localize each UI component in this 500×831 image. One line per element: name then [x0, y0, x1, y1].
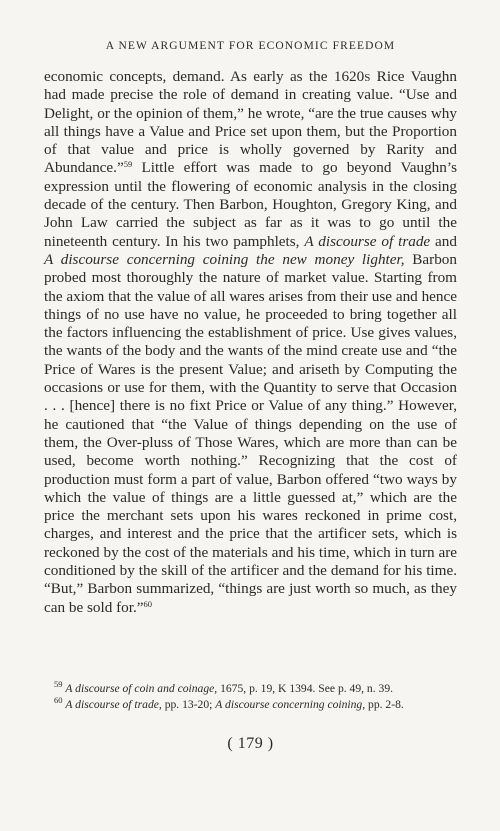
paragraph [44, 68, 457, 617]
text-run: Little effort was made to go beyond Vaughn’s expression until the flowering of economic analysis in the closing decade of the century. Then Barbon, Houghton, Gregory King, and John Law carried the subject as far as it was to go until the nineteenth century. In his two pamphlets, [44, 159, 457, 250]
italic-title: A discourse concerning coining the new money lighter, [44, 250, 405, 268]
italic-title: A discourse of trade [304, 232, 431, 250]
text-run: 1620s [333, 68, 371, 85]
text-run: Rice Vaughn had made precise the role of demand in creating value. “Use and Delight, or the opinion of them,” he wrote, “are the true causes why all things have a Value and Price set upon them, but the Proportion of that value and price is wholly governed by Rarity and Abundance.” [44, 68, 457, 177]
footnote-title: A discourse concerning coining, [215, 698, 366, 711]
text-run: and [430, 232, 457, 250]
footnote-ref[interactable]: 59 [123, 159, 133, 170]
footnote-text: pp. 13-20; [161, 698, 216, 711]
footnotes [44, 681, 457, 713]
footnote-number: 60 [54, 695, 63, 705]
footnote-text: pp. 2-8. [365, 698, 404, 711]
footnote-ref[interactable]: 60 [143, 598, 153, 609]
footnote-text: 1675, p. 19, K 1394. See p. 49, n. 39. [217, 682, 394, 695]
footnote-number: 59 [54, 679, 63, 689]
footnote-title: A discourse of trade, [65, 698, 162, 711]
body-text [44, 68, 457, 617]
text-run: economic concepts, demand. As early as the [44, 68, 334, 85]
running-head: A NEW ARGUMENT FOR ECONOMIC FREEDOM [105, 40, 396, 52]
text-run: Barbon probed most thoroughly the nature of market value. Starting from the axiom that the value of all wares arises from their use and hence things of no use have no value, he proceeded to bring together all the factors influencing the establishment of price. Use gives values, the wants of the body and the wants of the mind create use and “the Price of Wares is the present Value; and ariseth by Computing the occasions or use for them, with the Quantity to serve that Occasion . . . [hence] there is no fixt Price or Value of any thing.” However, he cautioned that “the Value of things depending on the use of them, the Over-pluss of Those Wares, which are more than can be used, become worth nothing.” Recognizing that the cost of production must form a part of value, Barbon offered “two ways by which the value of things are a little guessed at,” which are the price the merchant sets upon his wares reckoned in prime cost, charges, and interest and the price that the artificer sets, which is reckoned by the cost of the materials and his time, which in turn are conditioned by the skill of the artificer and the demand for his time. “But,” Barbon summarized, “things are just worth so much, as they can be sold for.” [44, 250, 457, 616]
footnote-title: A discourse of coin and coinage, [65, 682, 218, 695]
footnote [44, 681, 457, 697]
footnote [44, 697, 457, 713]
page-number: ( 179 ) [227, 735, 274, 752]
